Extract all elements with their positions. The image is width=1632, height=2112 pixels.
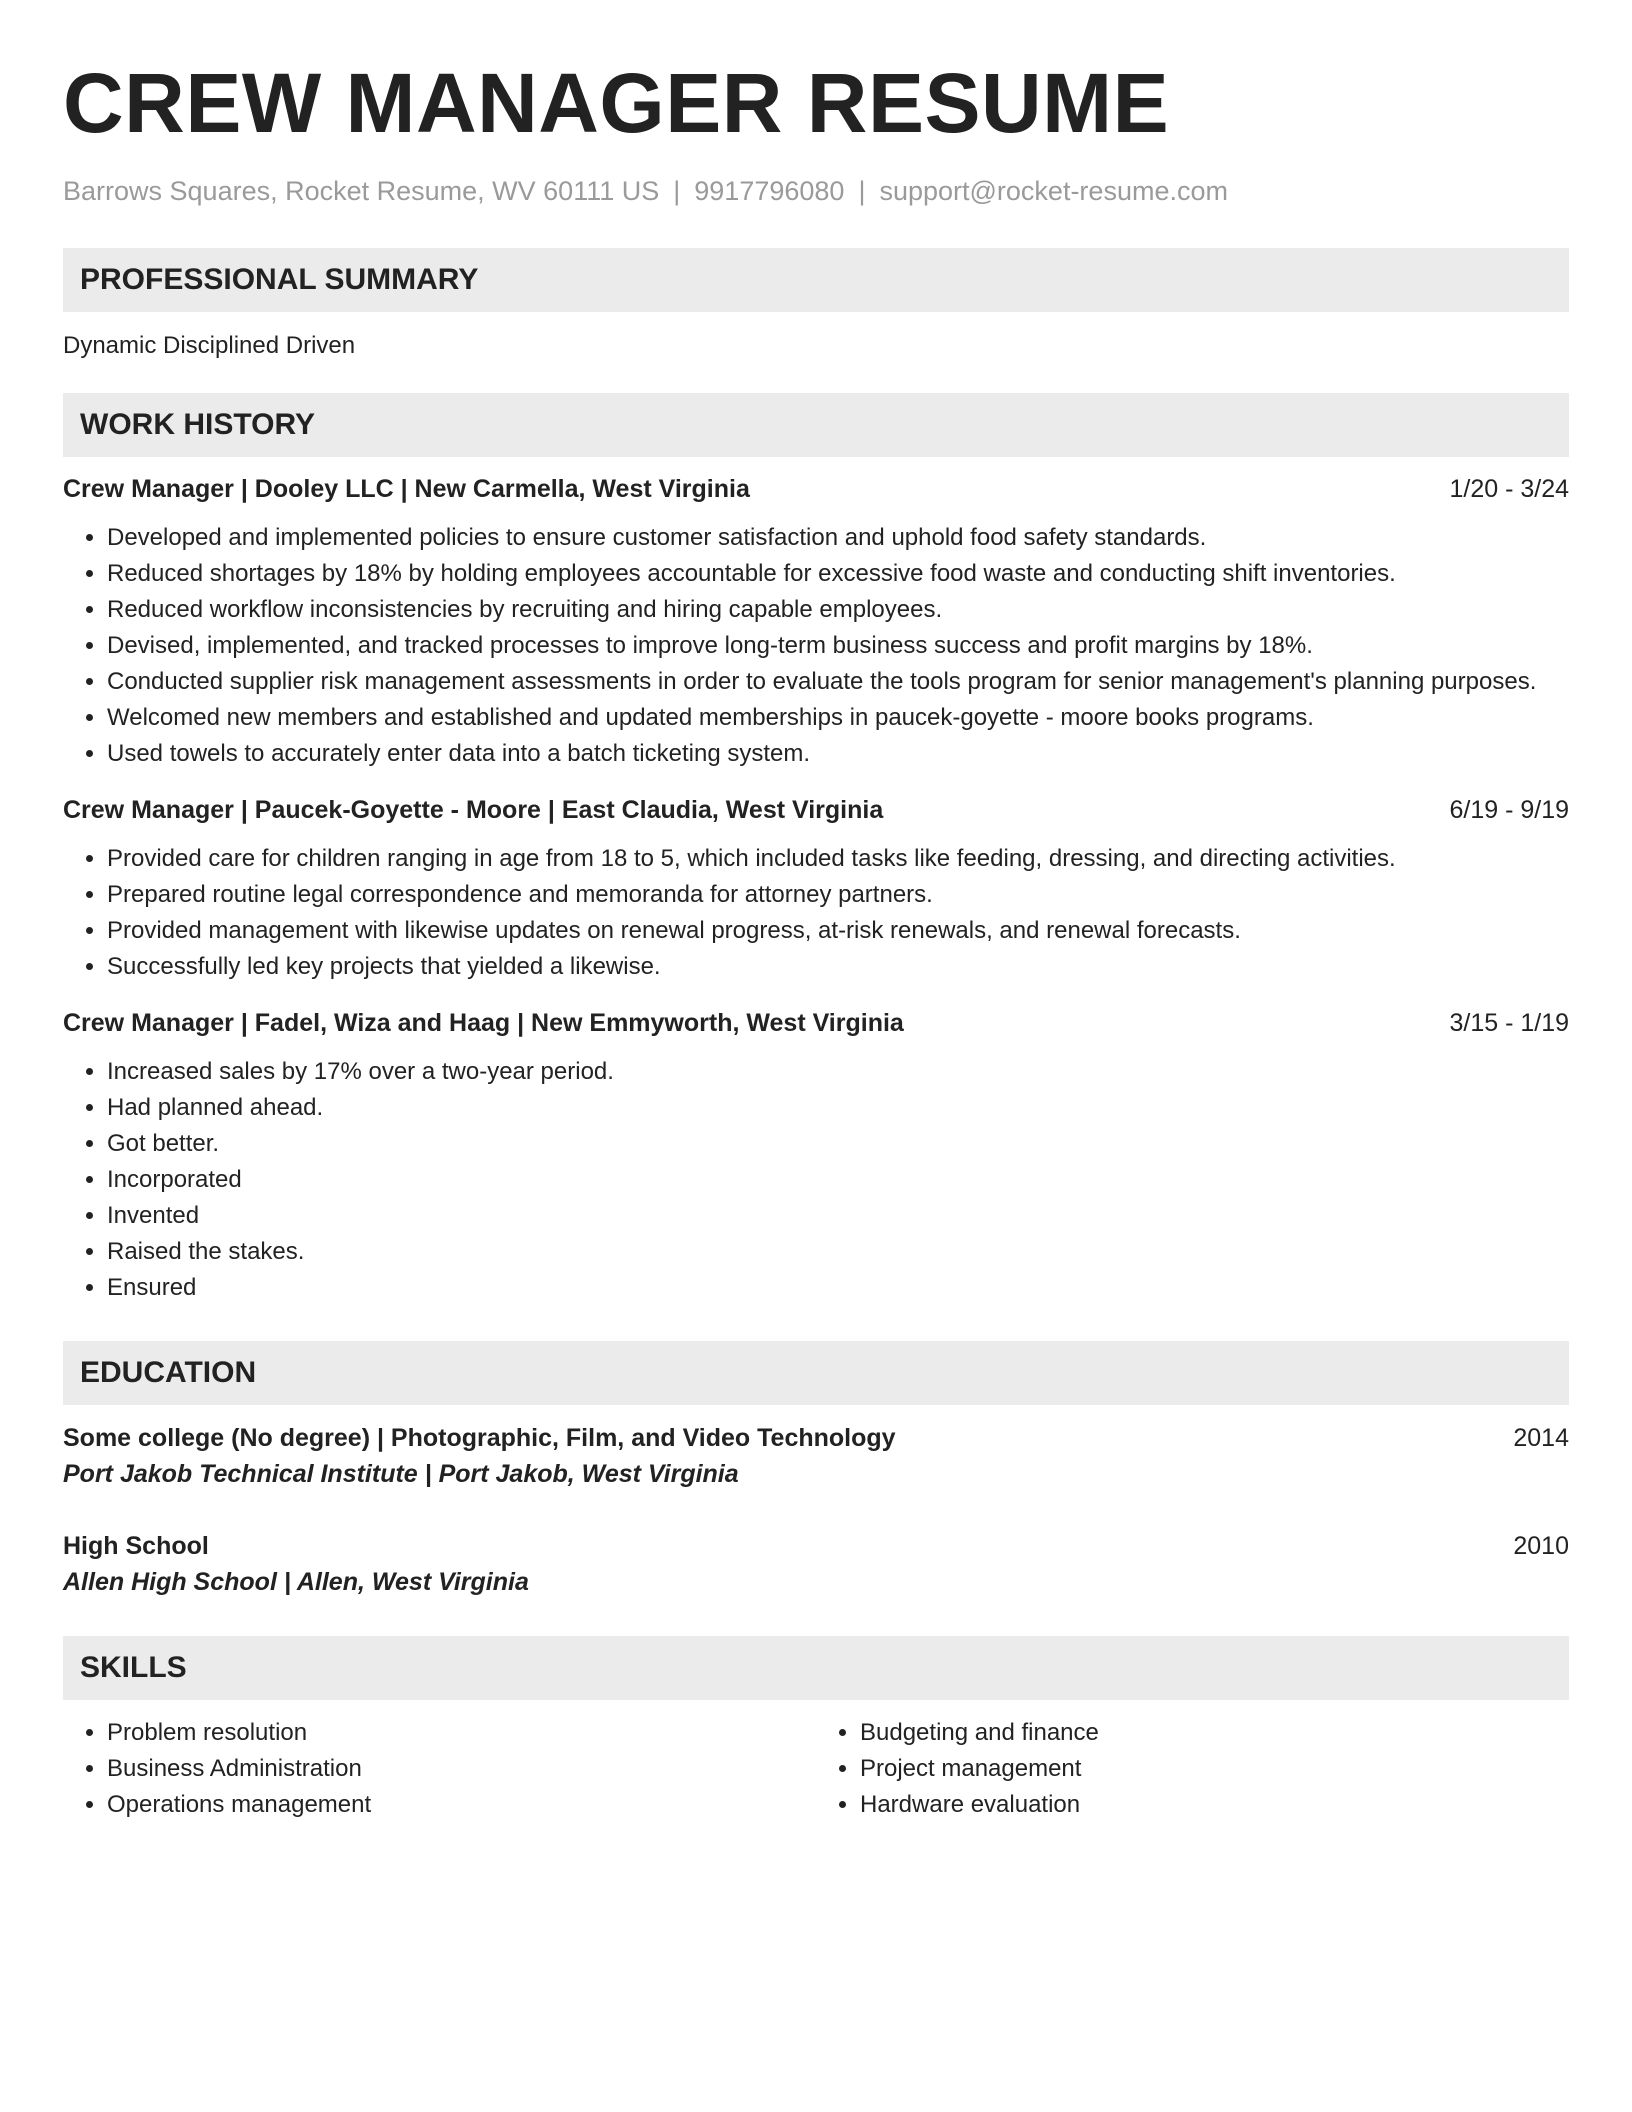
summary-text: Dynamic Disciplined Driven bbox=[63, 332, 356, 359]
list-item: • Prepared routine legal correspondence and memoranda for attorney partners. bbox=[107, 877, 1569, 913]
job-dates: 3/15 - 1/19 bbox=[1449, 1009, 1569, 1037]
education-header bbox=[63, 1528, 1569, 1564]
job-header bbox=[63, 472, 1569, 506]
contact-address: Barrows Squares, Rocket Resume, WV 60111 US bbox=[63, 176, 660, 206]
job-dates: 1/20 - 3/24 bbox=[1449, 475, 1569, 503]
list-item: • Devised, implemented, and tracked processes to improve long-term business success and profit margins by 18%. bbox=[107, 628, 1569, 664]
education-school: Allen High School | Allen, West Virginia bbox=[63, 1568, 529, 1596]
education-entry bbox=[63, 1528, 1569, 1600]
section-heading-summary: PROFESSIONAL SUMMARY bbox=[63, 248, 1569, 312]
list-item: • Reduced workflow inconsistencies by recruiting and hiring capable employees. bbox=[107, 592, 1569, 628]
contact-email: support@rocket-resume.com bbox=[879, 176, 1228, 206]
list-item: • Raised the stakes. bbox=[107, 1234, 1569, 1270]
skill-item: • Project management bbox=[860, 1751, 1569, 1787]
list-item: • Used towels to accurately enter data into a batch ticketing system. bbox=[107, 736, 1569, 772]
list-item: • Got better. bbox=[107, 1126, 1569, 1162]
job-bullets bbox=[63, 841, 1569, 985]
contact-line bbox=[63, 173, 1569, 209]
skills-column-right bbox=[816, 1715, 1569, 1823]
list-item: • Successfully led key projects that yielded a likewise. bbox=[107, 949, 1569, 985]
skill-item: • Problem resolution bbox=[107, 1715, 816, 1751]
separator: | bbox=[858, 176, 866, 206]
list-item: • Conducted supplier risk management assessments in order to evaluate the tools program for senior management's planning purposes. bbox=[107, 664, 1569, 700]
job-title: Crew Manager | Fadel, Wiza and Haag | New Emmyworth, West Virginia bbox=[63, 1009, 904, 1037]
education-degree: High School bbox=[63, 1532, 209, 1560]
job-entry bbox=[63, 1006, 1569, 1306]
resume-title: CREW MANAGER RESUME bbox=[63, 56, 1170, 150]
job-bullets bbox=[63, 1054, 1569, 1306]
list-item: • Provided management with likewise updates on renewal progress, at-risk renewals, and renewal forecasts. bbox=[107, 913, 1569, 949]
job-dates: 6/19 - 9/19 bbox=[1449, 796, 1569, 824]
job-title: Crew Manager | Dooley LLC | New Carmella, West Virginia bbox=[63, 475, 750, 503]
contact-phone: 9917796080 bbox=[694, 176, 845, 206]
education-header bbox=[63, 1420, 1569, 1456]
list-item: • Reduced shortages by 18% by holding employees accountable for excessive food waste and conducting shift inventories. bbox=[107, 556, 1569, 592]
education-entry bbox=[63, 1420, 1569, 1492]
list-item: • Invented bbox=[107, 1198, 1569, 1234]
job-entry bbox=[63, 793, 1569, 985]
job-title: Crew Manager | Paucek-Goyette - Moore | East Claudia, West Virginia bbox=[63, 796, 884, 824]
skills-list bbox=[63, 1715, 1569, 1823]
list-item: • Developed and implemented policies to ensure customer satisfaction and uphold food safety standards. bbox=[107, 520, 1569, 556]
section-heading-work-history: WORK HISTORY bbox=[63, 393, 1569, 457]
job-entry bbox=[63, 472, 1569, 772]
job-header bbox=[63, 793, 1569, 827]
list-item: • Had planned ahead. bbox=[107, 1090, 1569, 1126]
skill-item: • Budgeting and finance bbox=[860, 1715, 1569, 1751]
list-item: • Incorporated bbox=[107, 1162, 1569, 1198]
skill-item: • Operations management bbox=[107, 1787, 816, 1823]
job-header bbox=[63, 1006, 1569, 1040]
education-year: 2014 bbox=[1513, 1424, 1569, 1452]
skills-column-left bbox=[63, 1715, 816, 1823]
list-item: • Provided care for children ranging in age from 18 to 5, which included tasks like feeding, dressing, and directing activities. bbox=[107, 841, 1569, 877]
section-heading-education: EDUCATION bbox=[63, 1341, 1569, 1405]
skill-item: • Business Administration bbox=[107, 1751, 816, 1787]
education-school: Port Jakob Technical Institute | Port Jakob, West Virginia bbox=[63, 1460, 739, 1488]
education-degree: Some college (No degree) | Photographic, Film, and Video Technology bbox=[63, 1424, 896, 1452]
section-heading-skills: SKILLS bbox=[63, 1636, 1569, 1700]
separator: | bbox=[673, 176, 681, 206]
education-year: 2010 bbox=[1513, 1532, 1569, 1560]
list-item: • Welcomed new members and established and updated memberships in paucek-goyette - moore books programs. bbox=[107, 700, 1569, 736]
list-item: • Increased sales by 17% over a two-year period. bbox=[107, 1054, 1569, 1090]
skill-item: • Hardware evaluation bbox=[860, 1787, 1569, 1823]
list-item: • Ensured bbox=[107, 1270, 1569, 1306]
job-bullets bbox=[63, 520, 1569, 772]
